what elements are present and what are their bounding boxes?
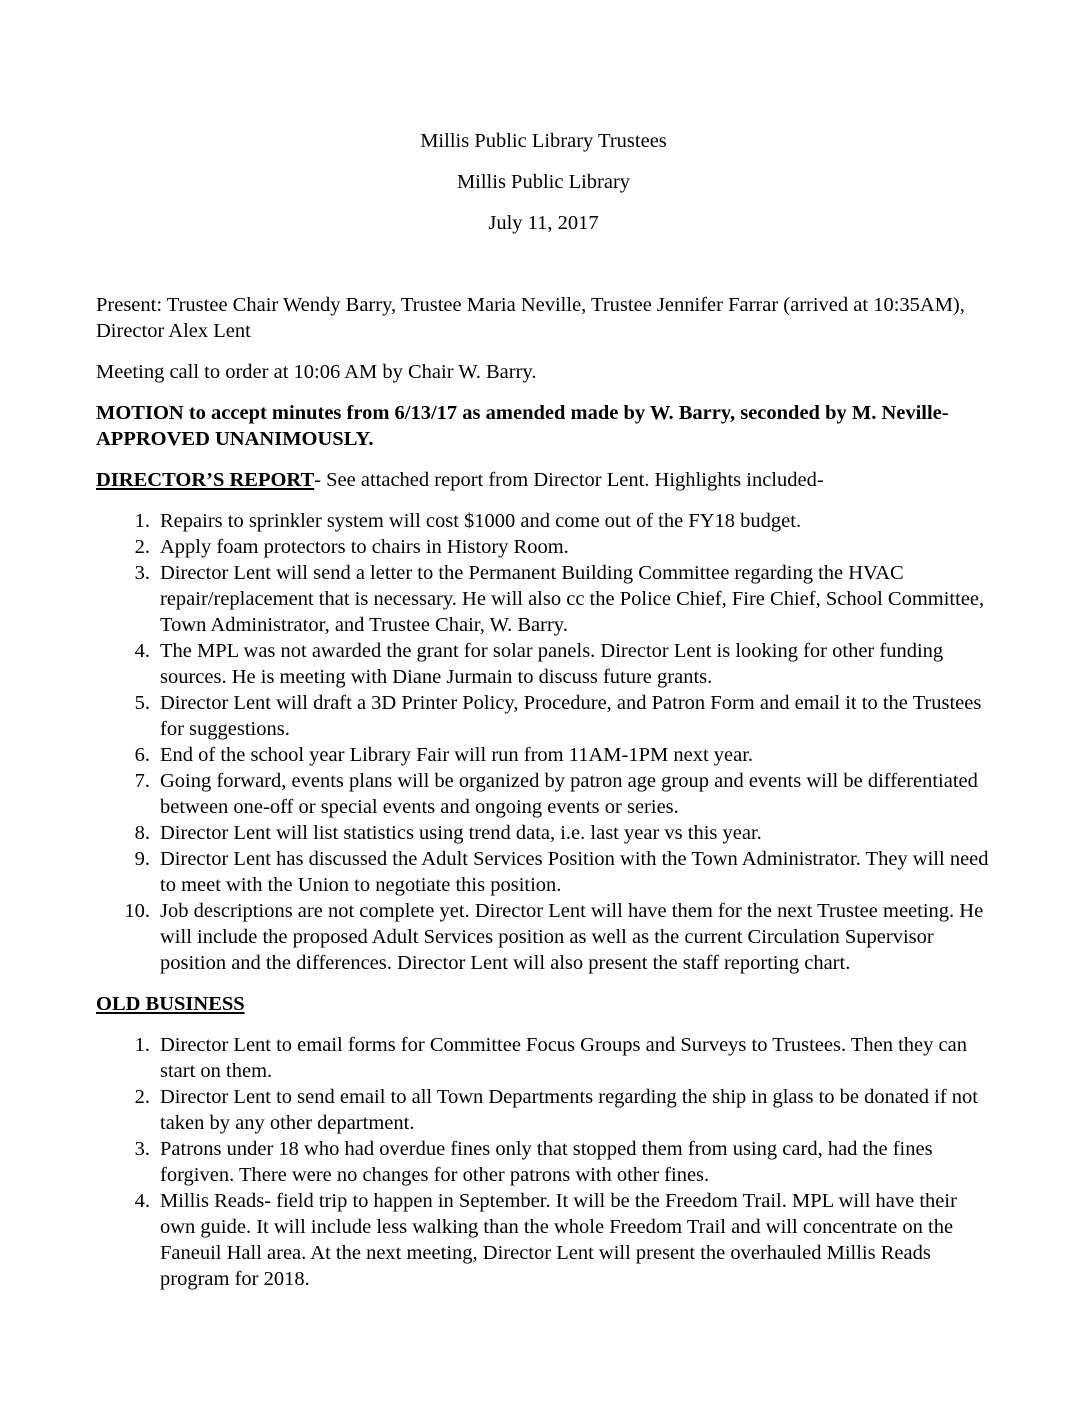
- list-item-text: Millis Reads- field trip to happen in September. It will be the Freedom Trail. MPL will have their own guide. It will include less walking than the whole Freedom Trail and will concentrate on the Faneuil Hall area. At the next meeting, Director Lent will present the overhauled Millis Reads program for 2018.: [160, 1190, 957, 1290]
- list-item-number: 1.: [134, 1034, 150, 1056]
- directors-report-list: [96, 508, 991, 976]
- list-item: [96, 1188, 991, 1292]
- list-item-number: 9.: [134, 848, 150, 870]
- list-item: [96, 768, 991, 820]
- old-business-list: [96, 1032, 991, 1292]
- list-item: [96, 742, 991, 768]
- list-item-text: Job descriptions are not complete yet. Director Lent will have them for the next Trustee meeting. He will include the proposed Adult Services position as well as the current Circulation Supervisor position and the differences. Director Lent will also present the staff reporting chart.: [160, 900, 984, 974]
- list-item-text: Apply foam protectors to chairs in History Room.: [160, 536, 569, 558]
- list-item-text: Repairs to sprinkler system will cost $1000 and come out of the FY18 budget.: [160, 510, 802, 532]
- list-item: [96, 898, 991, 976]
- attendees-paragraph: Present: Trustee Chair Wendy Barry, Trustee Maria Neville, Trustee Jennifer Farrar (arrived at 10:35AM), Director Alex Lent: [96, 294, 965, 342]
- list-item: [96, 1084, 991, 1136]
- list-item: [96, 690, 991, 742]
- list-item-number: 3.: [134, 562, 150, 584]
- header-organization: Millis Public Library Trustees: [420, 130, 667, 152]
- list-item-number: 10.: [124, 900, 150, 922]
- list-item: [96, 508, 991, 534]
- list-item-number: 8.: [134, 822, 150, 844]
- list-item-text: Director Lent has discussed the Adult Services Position with the Town Administrator. They will need to meet with the Union to negotiate this position.: [160, 848, 989, 896]
- document-page: [96, 128, 991, 1292]
- list-item-text: Director Lent will draft a 3D Printer Policy, Procedure, and Patron Form and email it to the Trustees for suggestions.: [160, 692, 982, 740]
- list-item-text: End of the school year Library Fair will run from 11AM-1PM next year.: [160, 744, 754, 766]
- header-date: July 11, 2017: [488, 212, 599, 234]
- list-item-text: Going forward, events plans will be organized by patron age group and events will be differentiated between one-off or special events and ongoing events or series.: [160, 770, 978, 818]
- list-item: [96, 638, 991, 690]
- list-item: [96, 820, 991, 846]
- list-item-number: 4.: [134, 640, 150, 662]
- list-item-text: Director Lent will list statistics using trend data, i.e. last year vs this year.: [160, 822, 762, 844]
- list-item-number: 7.: [134, 770, 150, 792]
- list-item-number: 4.: [134, 1190, 150, 1212]
- list-item: [96, 846, 991, 898]
- old-business-heading: OLD BUSINESS: [96, 993, 245, 1015]
- list-item-number: 2.: [134, 536, 150, 558]
- list-item: [96, 534, 991, 560]
- list-item: [96, 560, 991, 638]
- header-location: Millis Public Library: [456, 171, 631, 193]
- list-item-text: The MPL was not awarded the grant for solar panels. Director Lent is looking for other funding sources. He is meeting with Diane Jurmain to discuss future grants.: [160, 640, 944, 688]
- list-item: [96, 1136, 991, 1188]
- directors-report-intro-text: - See attached report from Director Lent. Highlights included-: [314, 469, 824, 491]
- directors-report-heading: DIRECTOR’S REPORT: [96, 469, 315, 491]
- list-item: [96, 1032, 991, 1084]
- list-item-text: Patrons under 18 who had overdue fines only that stopped them from using card, had the fines forgiven. There were no changes for other patrons with other fines.: [160, 1138, 933, 1186]
- list-item-text: Director Lent to send email to all Town Departments regarding the ship in glass to be donated if not taken by any other department.: [160, 1086, 978, 1134]
- list-item-number: 1.: [134, 510, 150, 532]
- old-business-heading-line: [96, 991, 991, 1017]
- call-to-order-paragraph: Meeting call to order at 10:06 AM by Chair W. Barry.: [96, 361, 537, 383]
- directors-report-intro: [96, 467, 991, 493]
- list-item-number: 2.: [134, 1086, 150, 1108]
- list-item-number: 5.: [134, 692, 150, 714]
- list-item-number: 6.: [134, 744, 150, 766]
- list-item-number: 3.: [134, 1138, 150, 1160]
- list-item-text: Director Lent will send a letter to the Permanent Building Committee regarding the HVAC repair/replacement that is necessary. He will also cc the Police Chief, Fire Chief, School Committee, Town Administrator, and Trustee Chair, W. Barry.: [160, 562, 985, 636]
- motion-paragraph: MOTION to accept minutes from 6/13/17 as amended made by W. Barry, seconded by M. Neville- APPROVED UNANIMOUSLY.: [96, 402, 949, 450]
- list-item-text: Director Lent to email forms for Committee Focus Groups and Surveys to Trustees. Then they can start on them.: [160, 1034, 967, 1082]
